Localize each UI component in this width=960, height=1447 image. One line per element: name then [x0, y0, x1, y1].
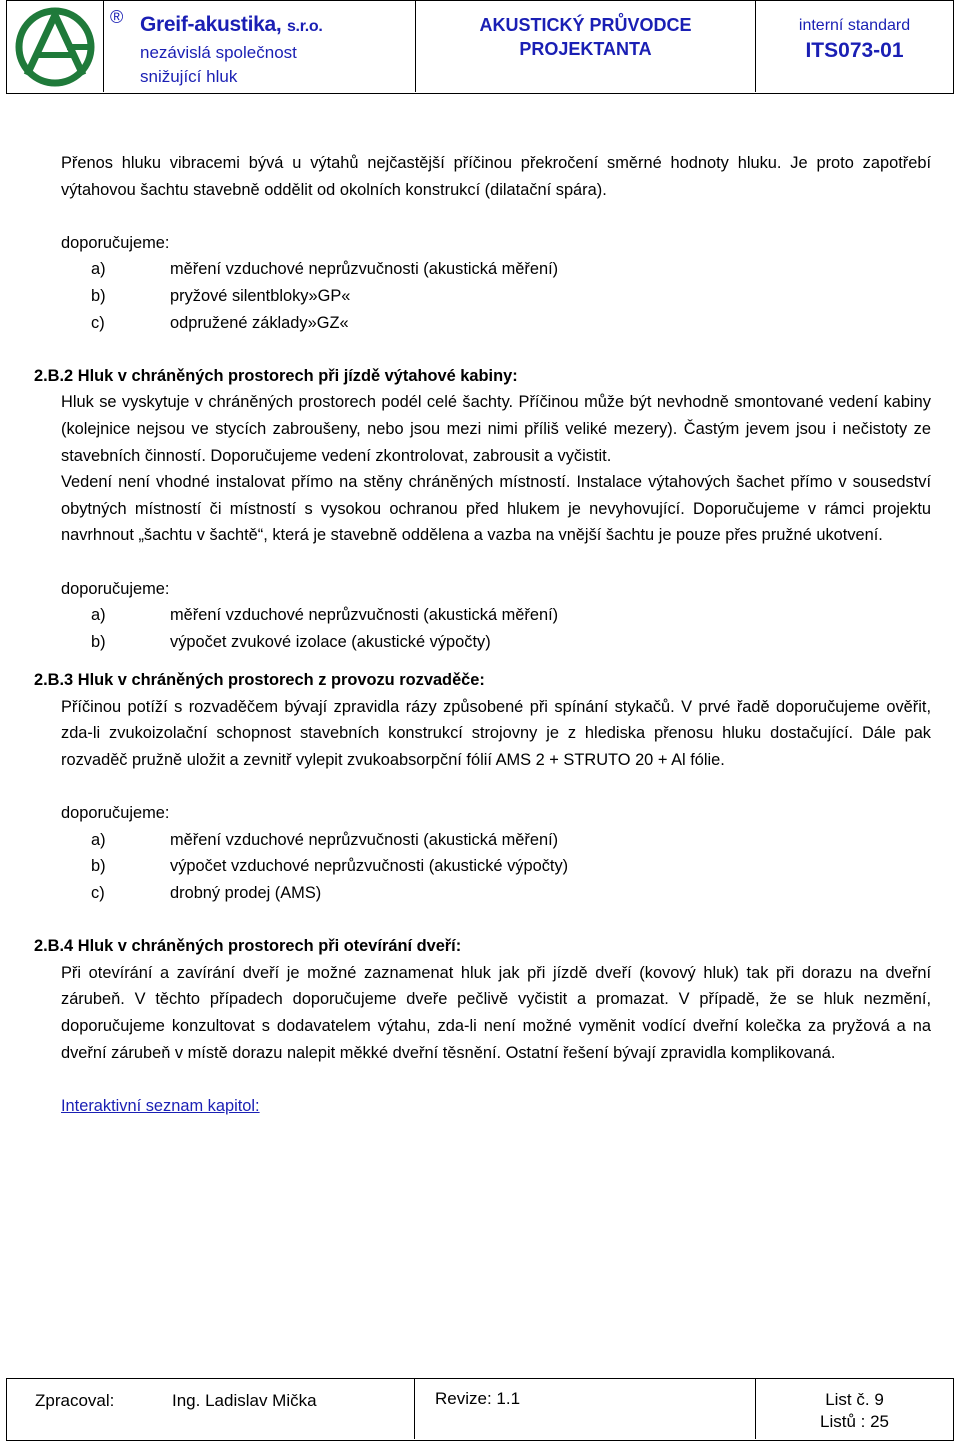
company-block: [104, 1, 416, 92]
list-item: c) odpružené základy»GZ«: [91, 313, 349, 332]
list-item: b) výpočet zvukové izolace (akustické výpočty): [91, 632, 491, 651]
company-logo: [7, 1, 104, 92]
page-header: [6, 0, 954, 94]
page-footer: [6, 1378, 954, 1441]
company-name: Greif-akustika, s.r.o.: [140, 13, 323, 36]
paragraph: Vedení není vhodné instalovat přímo na stěny chráněných místností. Instalace výtahových šachet přímo v sousedství obytných místností či místností s vysokou ochranou před hlukem je nevyhovující. Doporučujeme v rámci projektu navrhnout „šachtu v šachtě“, která je stavebně oddělena a vazba na vnější šachtu je pouze přes pružné ukotvení.: [61, 473, 931, 545]
list-item: a) měření vzduchové neprůzvučnosti (akustická měření): [91, 606, 559, 625]
paragraph: Při otevírání a zavírání dveří je možné zaznamenat hluk jak při jízdě dveří (kovový hluk) tak při dorazu na dveřní zárubeň. V těchto případech doporučujeme dveře pečlivě vyčistit a promazat. V případě, že se hluk nezmění, doporučujeme konzultovat s dodavatelem výtahu, zda-li není možné vyměnit vodící dveřní kolečka za pryžová a na dveřní zárubeň v místě dorazu nalepit měkké dveřní těsnění. Ostatní řešení bývají zpravidla komplikovaná.: [61, 963, 931, 1062]
paragraph: Hluk se vyskytuje v chráněných prostorech podél celé šachty. Příčinou může být nevhodně smontované vedení kabiny (kolejnice nejsou ve stycích zabroušeny, nebo jsou mezi nimi příliš veliké mezery). Častým jevem jsou i nečistoty ze stavebních činností. Doporučujeme vedení zkontrolovat, zabrousit a vyčistit.: [61, 393, 931, 465]
list-item: c) drobný prodej (AMS): [91, 884, 322, 903]
list-item: b) výpočet vzduchové neprůzvučnosti (akustické výpočty): [91, 857, 569, 876]
document-body: [34, 150, 931, 1119]
page-total: Listů : 25: [820, 1412, 889, 1431]
company-suffix: s.r.o.: [286, 18, 323, 35]
standard-block: [756, 1, 953, 92]
section-heading: 2.B.2 Hluk v chráněných prostorech při jízdě výtahové kabiny:: [34, 366, 518, 385]
revision-block: [415, 1379, 756, 1439]
prepared-name: Ing. Ladislav Mička: [172, 1391, 317, 1410]
paragraph: Příčinou potíží s rozvaděčem bývají zpravidla rázy způsobené při spínání stykačů. V prvé řadě doporučujeme ověřit, zda-li zvukoizolační schopnost stavebních konstrukcí strojovny je z hlediska přenosu hluku dostačující. Dále pak rozvaděč pružně uložit a zevnitř vylepit zvukoabsorpční fólií AMS 2 + STRUTO 20 + Al fólie.: [61, 697, 931, 770]
recommend-list: [91, 256, 931, 336]
section-heading: 2.B.4 Hluk v chráněných prostorech při otevírání dveří:: [34, 937, 462, 956]
standard-label: interní standard: [798, 17, 911, 34]
recommend-label: doporučujeme:: [61, 233, 170, 252]
logo-mark: [7, 1, 104, 92]
chapter-index-link[interactable]: Interaktivní seznam kapitol:: [61, 1096, 260, 1115]
prepared-by: [7, 1379, 415, 1439]
revision: Revize: 1.1: [435, 1389, 521, 1408]
prepared-label: Zpracoval:: [35, 1391, 115, 1410]
standard-code: ITS073-01: [805, 39, 904, 62]
intro-paragraph: Přenos hluku vibracemi bývá u výtahů nejčastější příčinou překročení směrné hodnoty hluku. Je proto zapotřebí výtahovou šachtu stavebně oddělit od okolních konstrukcí (dilatační spára).: [61, 154, 931, 199]
registered-mark: ®: [110, 7, 124, 27]
recommend-list: [91, 827, 931, 907]
recommend-label: doporučujeme:: [61, 579, 170, 598]
recommend-label: doporučujeme:: [61, 804, 170, 823]
document-title: AKUSTICKÝ PRŮVODCE PROJEKTANTA: [416, 1, 756, 92]
page-counter: [756, 1379, 953, 1439]
list-item: a) měření vzduchové neprůzvučnosti (akustická měření): [91, 260, 559, 279]
recommend-list: [91, 602, 931, 655]
section-heading: 2.B.3 Hluk v chráněných prostorech z provozu rozvaděče:: [34, 671, 485, 690]
list-item: b) pryžové silentbloky»GP«: [91, 286, 351, 305]
list-item: a) měření vzduchové neprůzvučnosti (akustická měření): [91, 830, 559, 849]
company-tagline: nezávislá společnost snižující hluk: [140, 43, 297, 86]
page-number: List č. 9: [825, 1390, 884, 1409]
